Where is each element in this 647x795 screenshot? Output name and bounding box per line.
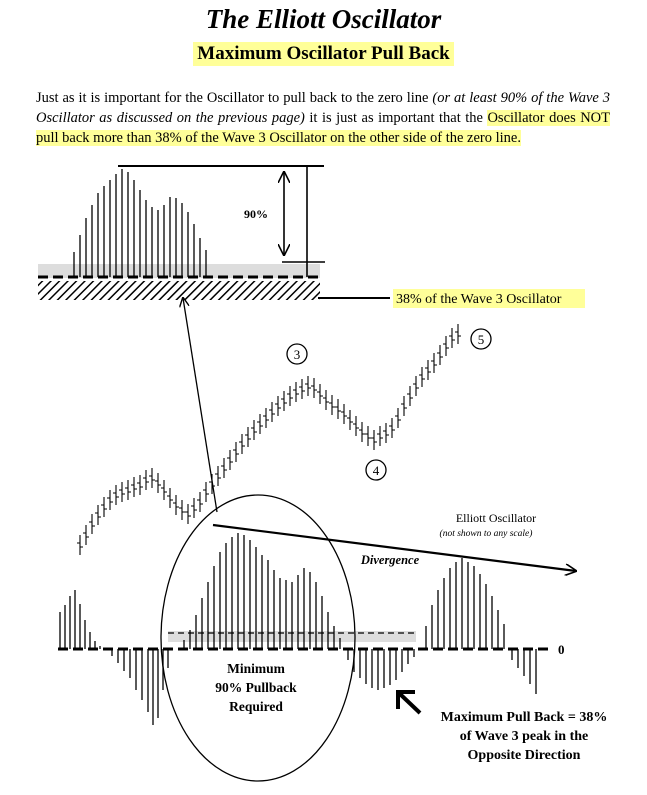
svg-text:3: 3 [293, 347, 301, 362]
svg-text:4: 4 [372, 463, 380, 478]
max-label-1: Maximum Pull Back = 38% [440, 710, 608, 725]
intro-italic: (or at least 90% of the Wave 3 Oscillator as discussed on the previous page) [36, 90, 610, 126]
svg-text:5: 5 [477, 332, 485, 347]
wave-4-label [366, 460, 386, 480]
zero-label: 0 [558, 642, 565, 657]
wave-3-label [287, 344, 307, 364]
osc-title-label: Elliott Oscillator [455, 511, 537, 525]
intro-part1: Just as it is important for the Oscillator to pull back to the zero line [36, 90, 433, 106]
thirty-eight-label: 38% of the Wave 3 Oscillator [396, 292, 562, 307]
max-pullback-arrow [398, 692, 420, 713]
min-label-2: 90% Pullback [215, 680, 297, 695]
osc-note-label: (not shown to any scale) [439, 529, 533, 539]
top-inset [38, 166, 585, 308]
price-chart [77, 324, 461, 555]
oscillator-histogram [60, 533, 536, 725]
page-title: The Elliott Oscillator [205, 4, 442, 34]
divergence-label: Divergence [360, 553, 420, 567]
ninety-pct-label: 90% [244, 207, 268, 221]
max-label-3: Opposite Direction [467, 748, 581, 763]
page-subtitle: Maximum Oscillator Pull Back [193, 42, 453, 66]
min-label-3: Required [229, 699, 283, 714]
inset-histogram [74, 169, 206, 277]
intro-part2: it is just as important that the [304, 110, 488, 126]
link-arrow [183, 298, 217, 512]
intro-highlight: Oscillator does NOT pull back more than 38% of the Wave 3 Oscillator on the other side of the zero line. [36, 110, 611, 146]
wave-5-label [471, 329, 491, 349]
max-label-2: of Wave 3 peak in the [459, 729, 589, 744]
min-label-1: Minimum [227, 661, 285, 676]
inset-hatched-band [38, 281, 320, 300]
